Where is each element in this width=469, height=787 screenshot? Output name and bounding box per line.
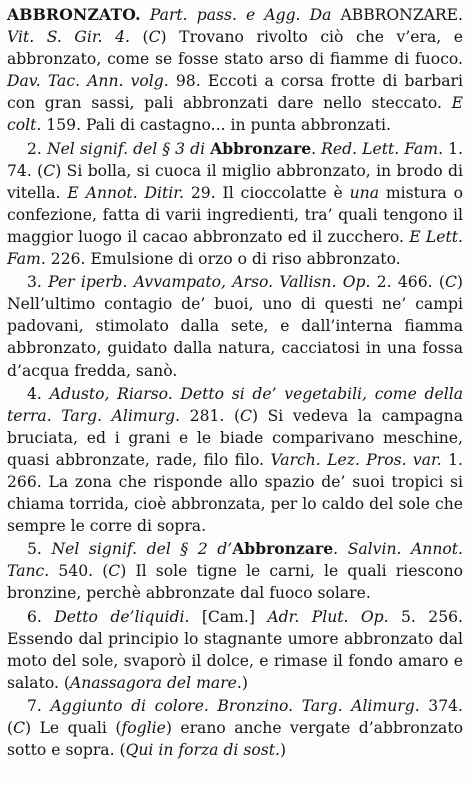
- text-run: .: [333, 540, 348, 559]
- italic-run: Detto de’liquidi.: [54, 607, 190, 626]
- text-run: 159. Pali di castagno... in punta abbronzati.: [41, 116, 391, 135]
- text-run: ) Le quali (: [25, 719, 122, 737]
- italic-run: Varch. Lez. Pros. var.: [270, 450, 442, 469]
- text-run: ) Trovano rivolto ciò che v’era, e abbronzato, come se fosse stato arso di fiamme di fuoco.: [7, 28, 464, 69]
- italic-run: Qui in forza di sost.: [125, 741, 280, 760]
- text-run: 540. (: [49, 562, 109, 581]
- italic-run: C: [444, 273, 457, 292]
- bold-run: Abbronzare: [210, 138, 312, 158]
- text-run: 98. Eccoti a corsa frotte di barbari con gran sassi, pali abbronzati dare nello steccato.: [7, 72, 463, 113]
- italic-run: C: [108, 562, 121, 581]
- text-run: ): [279, 741, 287, 760]
- sense-2: [7, 138, 463, 271]
- sense-3: [7, 271, 463, 381]
- italic-run: Nel signif. del § 2 d’: [51, 540, 233, 559]
- italic-run: Adusto, Riarso. Detto si de’ vegetabili, come della terra. Targ. Alimurg.: [7, 384, 463, 425]
- italic-run: foglie: [121, 719, 166, 737]
- italic-run: Anassagora del mare.: [69, 673, 242, 692]
- italic-run: C: [148, 28, 161, 47]
- italic-run: Salvin. Annot. Tanc.: [7, 540, 463, 581]
- italic-run: E Annot. Ditir.: [67, 183, 184, 202]
- sense-4: [7, 383, 463, 538]
- text-run: 7.: [27, 696, 51, 715]
- italic-run: C: [13, 719, 26, 737]
- italic-run: Part. pass. e Agg. Da: [140, 6, 341, 24]
- text-run: ) Si bolla, si cuoca il miglio abbronzato, in brodo di vitella.: [7, 161, 464, 202]
- text-run: 6.: [27, 607, 55, 626]
- text-run: mistura o confezione, fatta di varii ingredienti, tra’ quali tengono il maggior luogo il cacao abbronzato ed il zucchero.: [7, 183, 464, 246]
- bold-run: Abbronzare: [232, 539, 334, 559]
- text-run: 3.: [27, 273, 49, 292]
- italic-run: C: [240, 406, 252, 425]
- italic-run: Nel signif. del § 3 di: [46, 139, 211, 158]
- text-run: ) Nell’ultimo contagio de’ buoi, uno di questi ne’ campi padovani, stimolato dalla sete, e dall’interna fiamma abbronzato, guidato dalla natura, cacciatosi in una fossa d’acqua fredda, sanò.: [7, 273, 463, 380]
- text-run: [Cam.]: [189, 607, 268, 626]
- text-run: 1. 266. La zona che risponde allo spazio de’ suoi tropici si chiama torrida, cioè abbronzata, per lo caldo del sole che sempre le corre di sopra.: [7, 450, 463, 536]
- text-run: 5. 256. Essendo dal principio lo stagnante umore abbronzato dal moto del sole, svaporò il dolce, e rimase il fondo amaro e salato. (: [7, 607, 463, 692]
- italic-run: Vit. S. Gir. 4.: [7, 28, 130, 47]
- text-run: 2. 466. (: [370, 273, 445, 292]
- text-run: .: [311, 139, 322, 158]
- text-run: ) Si vedeva la campagna bruciata, ed i grani e le biade comparivano meschine, quasi abbronzate, rade, filo filo.: [7, 406, 463, 469]
- text-run: 5.: [27, 540, 52, 559]
- italic-run: Red. Lett. Fam.: [321, 139, 444, 158]
- headword: ABBRONZATO.: [7, 5, 141, 24]
- italic-run: C: [43, 161, 56, 180]
- text-run: 29. Il cioccolatte è: [183, 183, 350, 202]
- italic-run: Adr. Plut. Op.: [267, 607, 389, 626]
- text-run: 4.: [27, 384, 50, 403]
- sense-7: [7, 695, 463, 761]
- italic-run: Aggiunto di colore. Bronzino. Targ. Alimurg.: [50, 696, 420, 715]
- entry-paragraph: [7, 4, 463, 137]
- text-run: (: [129, 28, 149, 47]
- sense-5: [7, 538, 463, 604]
- text-run: 374. (: [7, 696, 463, 737]
- text-run: ): [241, 673, 248, 692]
- italic-run: Dav. Tac. Ann. volg.: [7, 72, 169, 91]
- text-run: ) erano anche vergate d’abbronzato sotto e sopra. (: [7, 719, 463, 760]
- italic-run: E colt.: [7, 94, 463, 135]
- italic-run: Per iperb. Avvampato, Arso. Vallisn. Op.: [48, 273, 371, 292]
- text-run: ) Il sole tigne le carni, le quali riescono bronzine, perchè abbronzate dal fuoco solare.: [7, 562, 463, 603]
- sense-6: [7, 606, 463, 694]
- text-run: 281. (: [180, 406, 241, 425]
- text-run: ABBRONZARE.: [340, 6, 463, 24]
- text-run: 2.: [27, 139, 47, 158]
- italic-run: E Lett. Fam.: [7, 227, 463, 269]
- text-run: 1. 74. (: [7, 139, 463, 180]
- text-run: 226. Emulsione di orzo o di riso abbronzato.: [45, 250, 401, 269]
- italic-run: una: [349, 183, 379, 202]
